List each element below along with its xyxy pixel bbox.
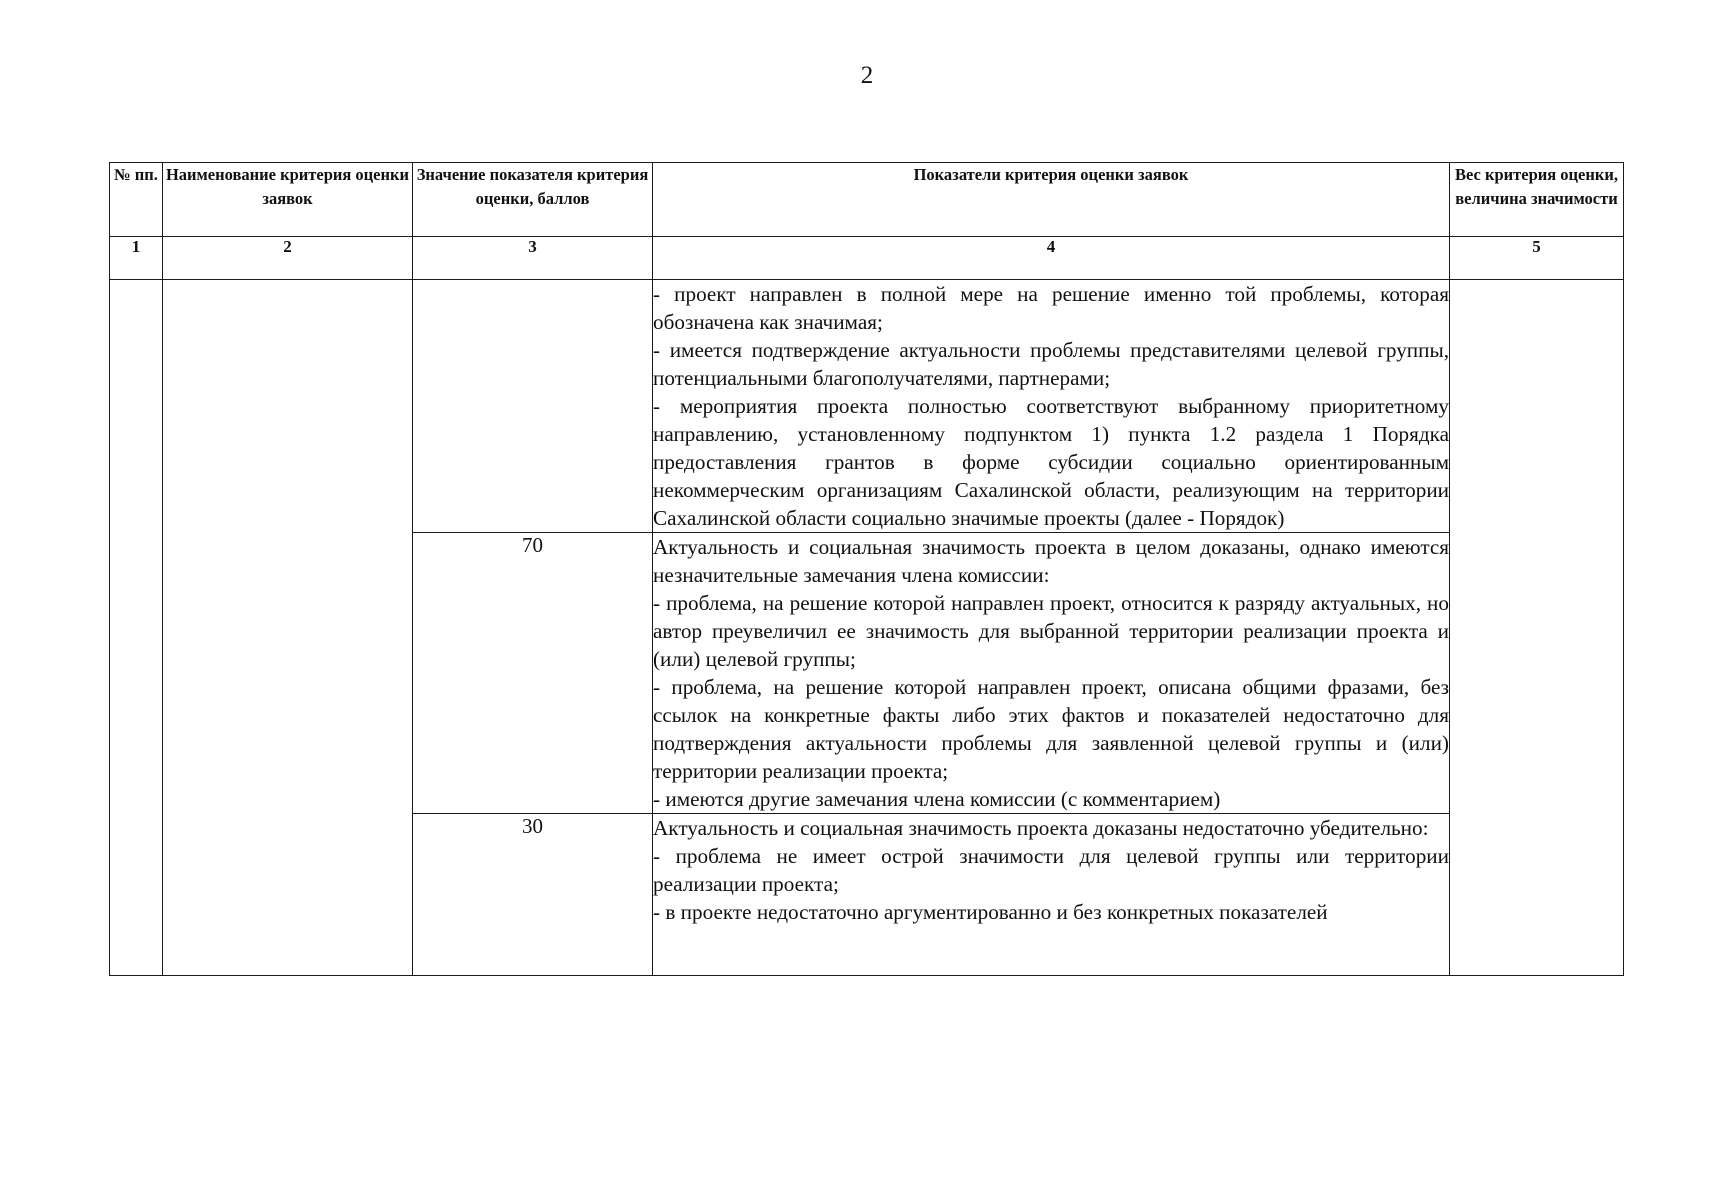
score-cell: 70: [413, 533, 653, 814]
header-number: № пп.: [110, 163, 163, 237]
table-row: [110, 280, 1624, 533]
indicator-line: - проблема, на решение которой направлен проект, относится к разряду актуальных, но автор преувеличил ее значимость для выбранной территории реализации проекта и (или) целевой группы;: [653, 591, 1449, 671]
header-weight: Вес критерия оценки, величина значимости: [1450, 163, 1624, 237]
indicator-line: Актуальность и социальная значимость проекта в целом доказаны, однако имеются незначительные замечания члена комиссии:: [653, 535, 1449, 587]
indicator-description: [653, 814, 1450, 976]
indicator-description: [653, 280, 1450, 533]
score-cell: 30: [413, 814, 653, 976]
criteria-table: [109, 162, 1624, 976]
indicator-line: Актуальность и социальная значимость проекта доказаны недостаточно убедительно:: [653, 816, 1429, 840]
indicator-line: - проблема не имеет острой значимости для целевой группы или территории реализации проекта;: [653, 844, 1449, 896]
indicator-line: - в проекте недостаточно аргументированно и без конкретных показателей: [653, 900, 1328, 924]
header-criterion-name: Наименование критерия оценки заявок: [163, 163, 413, 237]
header-row: [110, 163, 1624, 237]
column-number-4: 4: [653, 237, 1450, 280]
page-number: 2: [860, 62, 874, 89]
header-score-value: Значение показателя критерия оценки, баллов: [413, 163, 653, 237]
indicator-line: - мероприятия проекта полностью соответствуют выбранному приоритетному направлению, установленному подпунктом 1) пункта 1.2 раздела 1 Порядка предоставления грантов в форме субсидии социально ориентированным некоммерческим организациям Сахалинской области, реализующим на территории Сахалинской области социально значимые проекты (далее - Порядок): [653, 394, 1449, 530]
score-cell: [413, 280, 653, 533]
indicator-line: - проблема, на решение которой направлен проект, описана общими фразами, без ссылок на конкретные факты либо этих фактов и показателей недостаточно для подтверждения актуальности проблемы для заявленной целевой группы и (или) территории реализации проекта;: [653, 675, 1449, 783]
column-number-5: 5: [1450, 237, 1624, 280]
column-number-row: [110, 237, 1624, 280]
indicator-description: [653, 533, 1450, 814]
indicator-line: - имеются другие замечания члена комиссии (с комментарием): [653, 787, 1221, 811]
column-number-1: 1: [110, 237, 163, 280]
weight-cell: [1450, 280, 1624, 976]
header-indicators: Показатели критерия оценки заявок: [653, 163, 1450, 237]
column-number-2: 2: [163, 237, 413, 280]
column-number-3: 3: [413, 237, 653, 280]
indicator-line: - имеется подтверждение актуальности проблемы представителями целевой группы, потенциальными благополучателями, партнерами;: [653, 338, 1449, 390]
indicator-line: - проект направлен в полной мере на решение именно той проблемы, которая обозначена как значимая;: [653, 282, 1449, 334]
criterion-name-cell: [163, 280, 413, 976]
row-number-cell: [110, 280, 163, 976]
